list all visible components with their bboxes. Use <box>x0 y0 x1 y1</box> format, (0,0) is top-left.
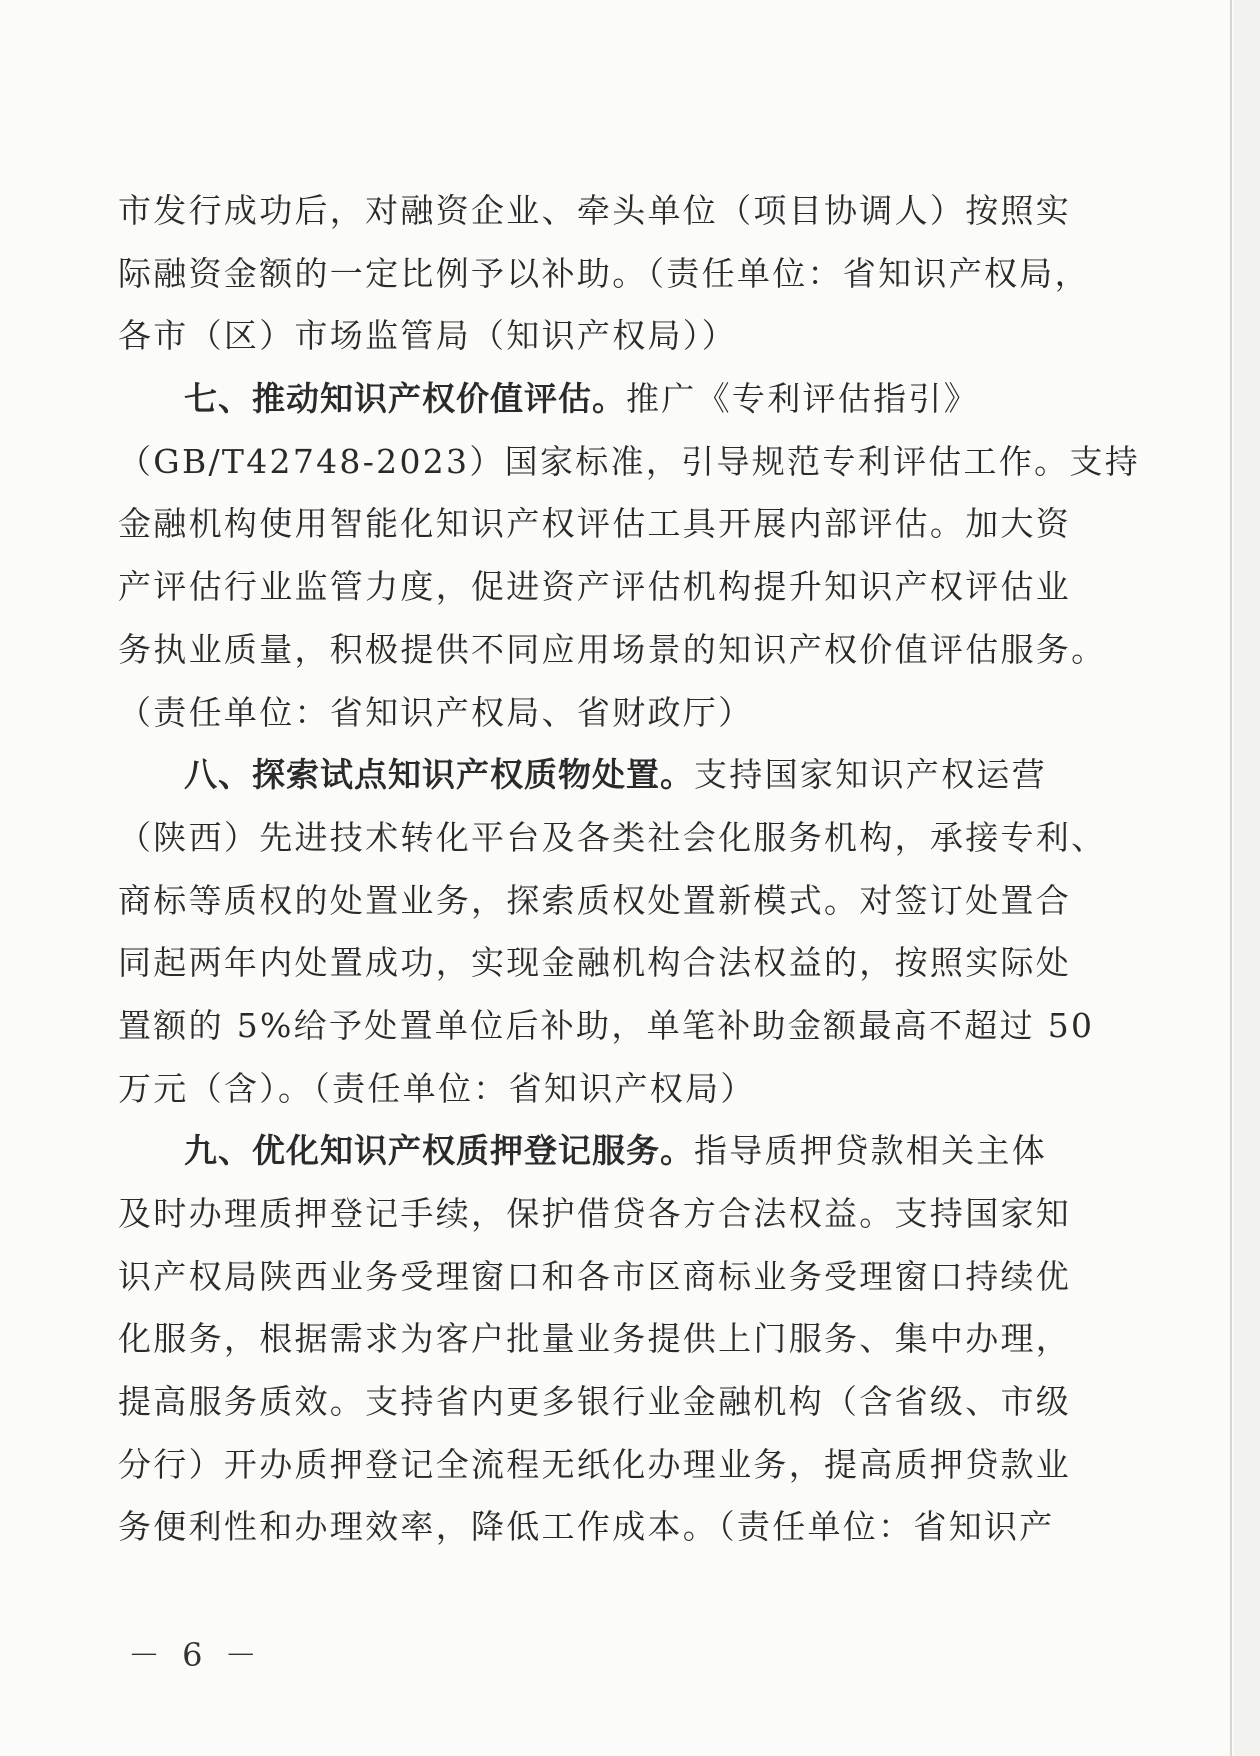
text-line-6: 金融机构使用智能化知识产权评估工具开展内部评估。加大资 <box>118 504 1072 544</box>
page-edge-shadow <box>1234 0 1260 1756</box>
text-line-1: 市发行成功后，对融资企业、牵头单位（项目协调人）按照实 <box>118 191 1072 230</box>
text-line-5: （GB/T42748-2023）国家标准，引导规范专利评估工作。支持 <box>118 441 1141 481</box>
section-7-heading: 七、推动知识产权价值评估。 <box>184 379 626 419</box>
section-9-heading-line: 九、优化知识产权质押登记服务。指导质押贷款相关主体 <box>184 1131 1047 1171</box>
text-line-11: （陕西）先进技术转化平台及各类社会化服务机构，承接专利、 <box>118 817 1107 857</box>
text-line-9: （责任单位：省知识产权局、省财政厅） <box>118 692 754 732</box>
section-9-heading: 九、优化知识产权质押登记服务。 <box>184 1131 694 1171</box>
text-line-15: 万元（含）。（责任单位：省知识产权局） <box>118 1068 756 1108</box>
text-line-22: 务便利性和办理效率，降低工作成本。（责任单位：省知识产 <box>118 1507 1055 1547</box>
text-line-2: 际融资金额的一定比例予以补助。（责任单位：省知识产权局， <box>118 253 1090 293</box>
page-number: － 6 － <box>128 1636 263 1674</box>
text-line-13: 同起两年内处置成功，实现金融机构合法权益的，按照实际处 <box>118 943 1072 983</box>
document-body <box>118 180 1141 1559</box>
text-line-7: 产评估行业监管力度，促进资产评估机构提升知识产权评估业 <box>118 567 1072 607</box>
text-line-3: 各市（区）市场监管局（知识产权局）） <box>118 316 737 356</box>
section-8-heading-line: 八、探索试点知识产权质物处置。支持国家知识产权运营 <box>184 755 1047 795</box>
text-line-14: 置额的 5%给予处置单位后补助，单笔补助金额最高不超过 50 <box>118 1005 1095 1045</box>
text-line-21: 分行）开办质押登记全流程无纸化办理业务，提高质押贷款业 <box>118 1444 1072 1484</box>
text-line-8: 务执业质量，积极提供不同应用场景的知识产权价值评估服务。 <box>118 629 1107 669</box>
text-line-12: 商标等质权的处置业务，探索质权处置新模式。对签订处置合 <box>118 880 1072 920</box>
text-line-18: 识产权局陕西业务受理窗口和各市区商标业务受理窗口持续优 <box>118 1256 1072 1296</box>
section-8-heading: 八、探索试点知识产权质物处置。 <box>184 755 694 795</box>
text-line-17: 及时办理质押登记手续，保护借贷各方合法权益。支持国家知 <box>118 1194 1072 1233</box>
page-edge-line <box>1230 0 1232 1756</box>
section-7-heading-line: 七、推动知识产权价值评估。推广《专利评估指引》 <box>184 379 979 419</box>
text-line-20: 提高服务质效。支持省内更多银行业金融机构（含省级、市级 <box>118 1382 1072 1422</box>
text-line-19: 化服务，根据需求为客户批量业务提供上门服务、集中办理， <box>118 1319 1072 1359</box>
